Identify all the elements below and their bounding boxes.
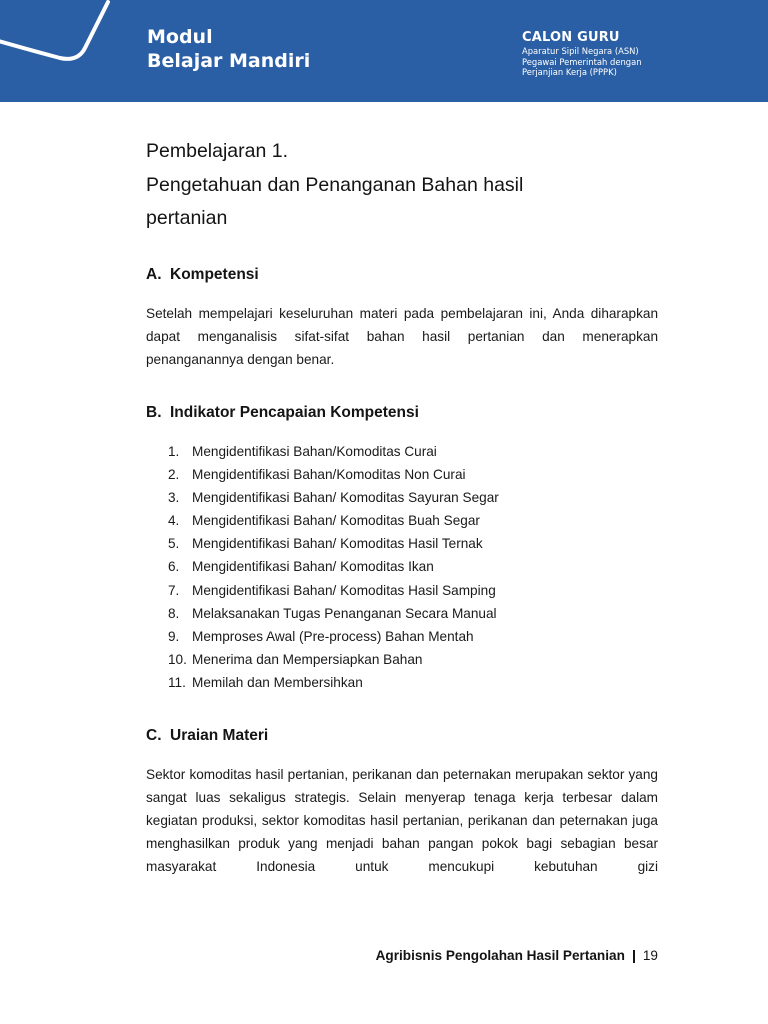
list-item-number: 5. xyxy=(168,536,180,552)
lesson-title-line3: pertanian xyxy=(146,207,228,229)
section-b-letter: B. xyxy=(146,404,162,421)
list-item xyxy=(168,602,648,625)
module-title-line2: Belajar Mandiri xyxy=(147,50,311,72)
indicator-list xyxy=(168,440,648,694)
footer-title: Agribisnis Pengolahan Hasil Pertanian xyxy=(375,948,625,963)
list-item xyxy=(168,625,648,648)
section-c-body: Sektor komoditas hasil pertanian, perikanan dan peternakan merupakan sektor yang sangat luas sekaligus strategis. Selain menyerap tenaga kerja terbesar dalam kegiatan produksi, sektor komoditas hasil pertanian, perikanan dan peternakan juga menghasilkan produk yang menjadi bahan pangan pokok bagi sebagian besar masyarakat Indonesia untuk mencukupi kebutuhan gizi xyxy=(146,767,658,874)
list-item xyxy=(168,671,648,694)
list-item-number: 1. xyxy=(168,444,180,459)
list-item-number: 9. xyxy=(168,628,180,644)
section-a-title: Kompetensi xyxy=(170,266,259,283)
list-item-text: Mengidentifikasi Bahan/ Komoditas Hasil Samping xyxy=(192,582,496,598)
section-c-heading xyxy=(146,727,268,745)
list-item xyxy=(168,579,648,602)
list-item-number: 8. xyxy=(168,605,180,621)
decorative-curve xyxy=(0,0,140,102)
list-item-text: Menerima dan Mempersiapkan Bahan xyxy=(192,651,423,667)
audience-line: Pegawai Pemerintah dengan xyxy=(522,56,642,67)
list-item xyxy=(168,463,648,486)
lesson-title-line2: Pengetahuan dan Penanganan Bahan hasil xyxy=(146,173,524,196)
audience-title: CALON GURU xyxy=(522,30,620,45)
list-item-text: Memilah dan Membersihkan xyxy=(192,674,363,690)
list-item-number: 7. xyxy=(168,582,180,598)
list-item xyxy=(168,648,648,671)
list-item xyxy=(168,509,648,532)
list-item-text: Melaksanakan Tugas Penanganan Secara Manual xyxy=(192,605,497,621)
section-b-title: Indikator Pencapaian Kompetensi xyxy=(170,404,419,421)
list-item-number: 2. xyxy=(168,467,180,483)
list-item-number: 6. xyxy=(168,559,180,575)
section-a-body: Setelah mempelajari keseluruhan materi pada pembelajaran ini, Anda diharapkan dapat menganalisis sifat-sifat bahan hasil pertanian dan menerapkan penanganannya dengan benar. xyxy=(146,306,658,367)
audience-block xyxy=(522,30,642,78)
list-item-number: 11. xyxy=(168,674,186,690)
section-c-title: Uraian Materi xyxy=(170,727,269,744)
section-c-letter: C. xyxy=(146,727,162,744)
section-a-heading xyxy=(146,266,259,284)
list-item xyxy=(168,486,648,509)
list-item xyxy=(168,532,648,555)
list-item-text: Mengidentifikasi Bahan/ Komoditas Buah Segar xyxy=(192,513,480,529)
list-item-number: 4. xyxy=(168,513,180,529)
list-item-text: Memproses Awal (Pre-process) Bahan Mentah xyxy=(192,628,474,644)
page-footer xyxy=(376,946,658,966)
module-title xyxy=(147,25,310,73)
list-item-number: 10. xyxy=(168,651,187,667)
list-item xyxy=(168,440,648,463)
audience-line: Aparatur Sipil Negara (ASN) xyxy=(522,46,639,56)
lesson-title-line1: Pembelajaran 1. xyxy=(146,140,289,162)
section-a-letter: A. xyxy=(146,266,162,283)
audience-line: Perjanjian Kerja (PPPK) xyxy=(522,67,617,77)
footer-divider xyxy=(633,950,635,963)
module-title-line1: Modul xyxy=(147,26,213,48)
list-item-text: Mengidentifikasi Bahan/ Komoditas Hasil Ternak xyxy=(192,536,483,552)
list-item xyxy=(168,555,648,578)
section-b-heading xyxy=(146,404,419,422)
list-item-text: Mengidentifikasi Bahan/ Komoditas Ikan xyxy=(192,559,434,575)
lesson-title xyxy=(146,135,666,236)
header-banner xyxy=(0,0,768,102)
list-item-number: 3. xyxy=(168,490,180,506)
list-item-text: Mengidentifikasi Bahan/Komoditas Curai xyxy=(192,444,437,459)
list-item-text: Mengidentifikasi Bahan/Komoditas Non Curai xyxy=(192,467,466,483)
page-number: 19 xyxy=(642,948,658,963)
list-item-text: Mengidentifikasi Bahan/ Komoditas Sayuran Segar xyxy=(192,490,499,506)
